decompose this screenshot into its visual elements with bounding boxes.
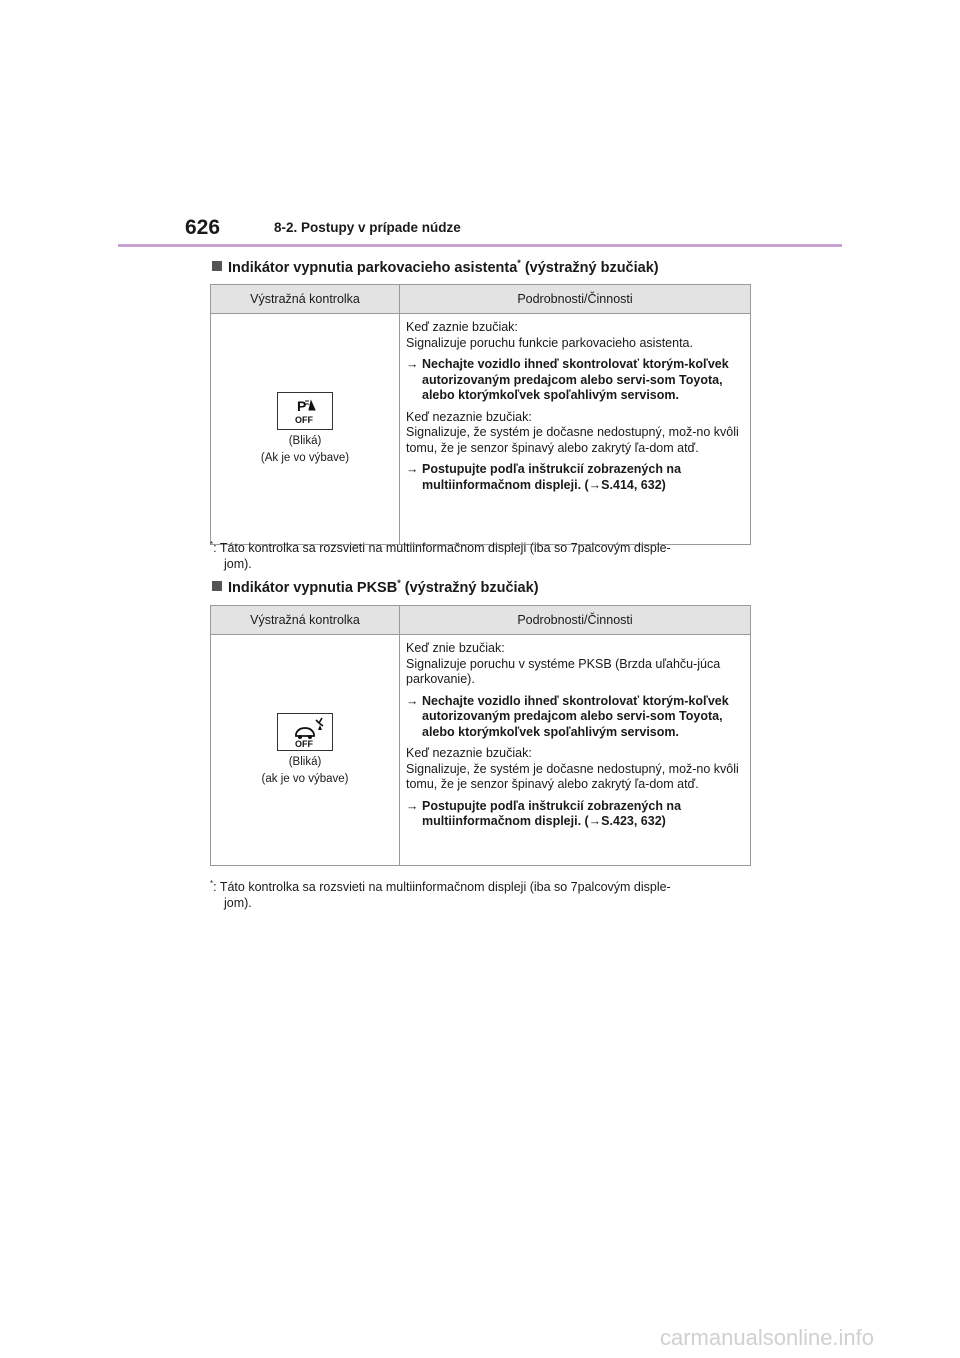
warning-table-parking-assist xyxy=(210,284,751,545)
column-header-warning-light: Výstražná kontrolka xyxy=(211,606,400,635)
action-text: Postupujte podľa inštrukcií zobrazených na multiinformačnom displeji. (→S.414, 632) xyxy=(422,462,682,492)
column-header-warning-light: Výstražná kontrolka xyxy=(211,285,400,314)
arrow-icon: → xyxy=(406,798,419,813)
footnote-text: : Táto kontrolka sa rozsvieti na multiinformačnom displeji (iba so 7palcovým disple- xyxy=(213,880,671,895)
table-header-row xyxy=(211,285,751,314)
condition-description: Signalizuje, že systém je dočasne nedostupný, mož-no kvôli tomu, že je senzor špinavý alebo zakrytý ľa-dom atď. xyxy=(406,425,739,455)
footnote-text: : Táto kontrolka sa rozsvieti na multiinformačnom displeji (iba so 7palcovým disple- xyxy=(213,541,671,556)
action-text: Nechajte vozidlo ihneď skontrolovať ktorým-koľvek autorizovaným predajcom alebo servi-som Toyota, alebo ktorýmkoľvek spoľahlivým servisom. xyxy=(422,693,729,739)
icon-letter-p: P xyxy=(297,397,307,414)
page-number: 626 xyxy=(185,216,221,239)
action-item xyxy=(406,799,742,830)
blink-note: (Bliká) xyxy=(288,434,322,447)
icon-label-off: OFF xyxy=(295,738,313,749)
footnote-mark: * xyxy=(210,540,214,549)
heading-text: Indikátor vypnutia parkovacieho asistenta xyxy=(228,259,518,276)
section-heading-parking-assist xyxy=(212,258,659,276)
footnote-text-continued: jom). xyxy=(224,896,252,911)
footnote-mark: * xyxy=(397,578,401,588)
footnote xyxy=(210,537,750,572)
action-item xyxy=(406,462,742,493)
heading-suffix: (výstražný bzučiak) xyxy=(520,259,659,276)
table-row xyxy=(211,314,751,545)
details-cell xyxy=(400,635,751,866)
icon-label-off: OFF xyxy=(295,414,313,425)
condition-no-buzzer: Keď nezaznie bzučiak: xyxy=(406,409,532,424)
square-bullet-icon xyxy=(212,261,222,271)
arrow-icon: → xyxy=(406,693,419,708)
equipment-note: (Ak je vo výbave) xyxy=(260,451,350,464)
section-heading-pksb xyxy=(212,578,539,596)
condition-buzzer: Keď znie bzučiak: xyxy=(406,641,505,655)
heading-text: Indikátor vypnutia PKSB xyxy=(228,579,398,596)
header-divider xyxy=(118,244,842,247)
condition-description: Signalizuje poruchu funkcie parkovacieho asistenta. xyxy=(406,335,693,350)
condition-description: Signalizuje, že systém je dočasne nedostupný, mož-no kvôli tomu, že je senzor špinavý alebo zakrytý ľa-dom atď. xyxy=(406,761,739,791)
pksb-off-icon xyxy=(277,713,333,751)
blink-note: (Bliká) xyxy=(288,755,322,768)
column-header-details: Podrobnosti/Činnosti xyxy=(400,606,751,635)
footnote-mark: * xyxy=(210,879,214,888)
warning-light-cell xyxy=(211,635,400,866)
action-item xyxy=(406,357,742,404)
action-text: Postupujte podľa inštrukcií zobrazených na multiinformačnom displeji. (→S.423, 632) xyxy=(422,798,682,828)
condition-description: Signalizuje poruchu v systéme PKSB (Brzda uľahču-júca parkovanie). xyxy=(406,656,721,686)
warning-light-cell xyxy=(211,314,400,545)
arrow-icon: → xyxy=(406,462,419,476)
action-item xyxy=(406,694,742,741)
details-cell xyxy=(400,314,751,545)
arrow-icon: → xyxy=(406,357,419,371)
condition-buzzer: Keď zaznie bzučiak: xyxy=(406,320,518,334)
action-text: Nechajte vozidlo ihneď skontrolovať ktorým-koľvek autorizovaným predajcom alebo servi-som Toyota, alebo ktorýmkoľvek spoľahlivým servisom. xyxy=(422,357,729,402)
watermark: carmanualsonline.info xyxy=(660,1325,875,1350)
condition-no-buzzer: Keď nezaznie bzučiak: xyxy=(406,746,532,760)
table-row xyxy=(211,635,751,866)
heading-suffix: (výstražný bzučiak) xyxy=(400,579,539,596)
table-header-row xyxy=(211,606,751,635)
footnote xyxy=(210,876,750,911)
warning-table-pksb xyxy=(210,605,751,866)
column-header-details: Podrobnosti/Činnosti xyxy=(400,285,751,314)
equipment-note: (ak je vo výbave) xyxy=(261,772,349,785)
section-title: 8-2. Postupy v prípade núdze xyxy=(274,220,461,235)
page-header xyxy=(0,0,960,250)
footnote-mark: * xyxy=(517,258,521,268)
parking-assist-off-icon xyxy=(277,392,333,430)
footnote-text-continued: jom). xyxy=(224,557,252,572)
square-bullet-icon xyxy=(212,581,222,591)
